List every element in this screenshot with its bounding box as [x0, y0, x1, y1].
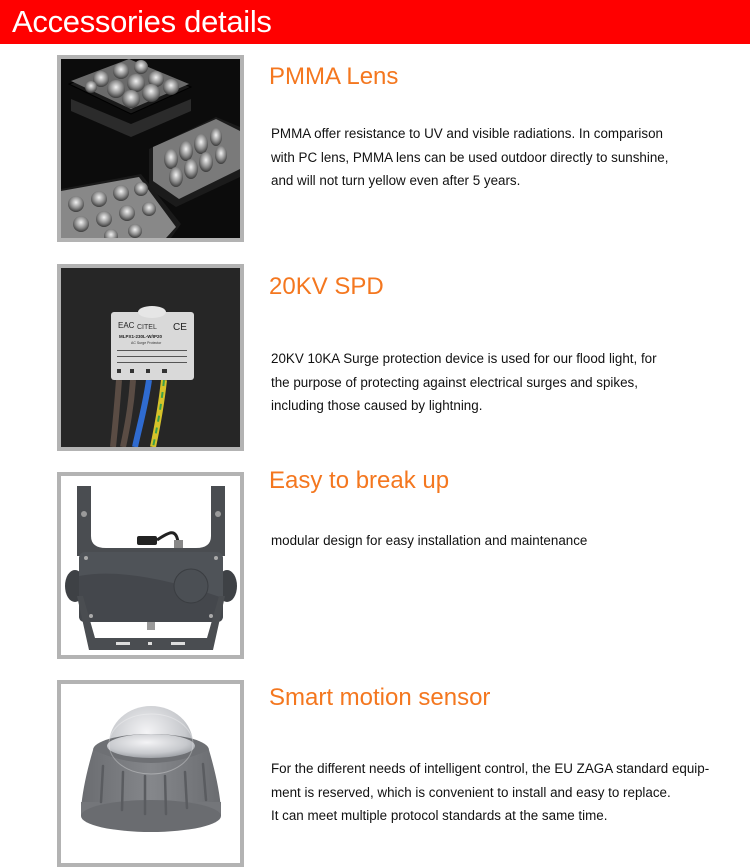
motion-sensor-photo-icon — [61, 684, 240, 863]
surge-protector-photo-icon — [61, 268, 240, 447]
section-description — [271, 529, 741, 553]
description-line: PMMA offer resistance to UV and visible radiations. In comparison — [271, 126, 663, 141]
page-title: Accessories details — [12, 4, 272, 39]
section-description — [271, 122, 741, 193]
pmma-lens-image — [57, 55, 244, 242]
svg-text:AC Surge Protector: AC Surge Protector — [131, 341, 162, 345]
description-line: ment is reserved, which is convenient to install and easy to replace. — [271, 784, 671, 800]
description-line: including those caused by lightning. — [271, 398, 483, 413]
section-title: Smart motion sensor — [269, 684, 491, 711]
motion-sensor-image — [57, 680, 244, 867]
section-description — [271, 757, 741, 828]
surge-protector-image — [57, 264, 244, 451]
section-title: PMMA Lens — [269, 63, 399, 90]
svg-text:EAC: EAC — [118, 321, 135, 330]
header-bar — [0, 0, 750, 44]
description-line: modular design for easy installation and maintenance — [271, 533, 588, 548]
description-line: It can meet multiple protocol standards at the same time. — [271, 808, 608, 823]
svg-text:CE: CE — [173, 322, 187, 333]
description-line: For the different needs of intelligent control, the EU ZAGA standard equip- — [271, 761, 710, 776]
description-line: with PC lens, PMMA lens can be used outdoor directly to sunshine, — [271, 149, 669, 165]
description-line: the purpose of protecting against electrical surges and spikes, — [271, 374, 638, 390]
brand-label: CITEL — [137, 324, 157, 331]
section-description — [271, 347, 741, 418]
lens-photo-icon — [61, 59, 240, 238]
description-line: 20KV 10KA Surge protection device is used for our flood light, for — [271, 351, 657, 366]
svg-text:MLPX1-230L-W/IP20: MLPX1-230L-W/IP20 — [119, 334, 163, 339]
section-title: 20KV SPD — [269, 273, 384, 300]
floodlight-photo-icon — [61, 476, 240, 655]
description-line: and will not turn yellow even after 5 years. — [271, 173, 521, 188]
floodlight-back-image — [57, 472, 244, 659]
section-title: Easy to break up — [269, 467, 450, 494]
